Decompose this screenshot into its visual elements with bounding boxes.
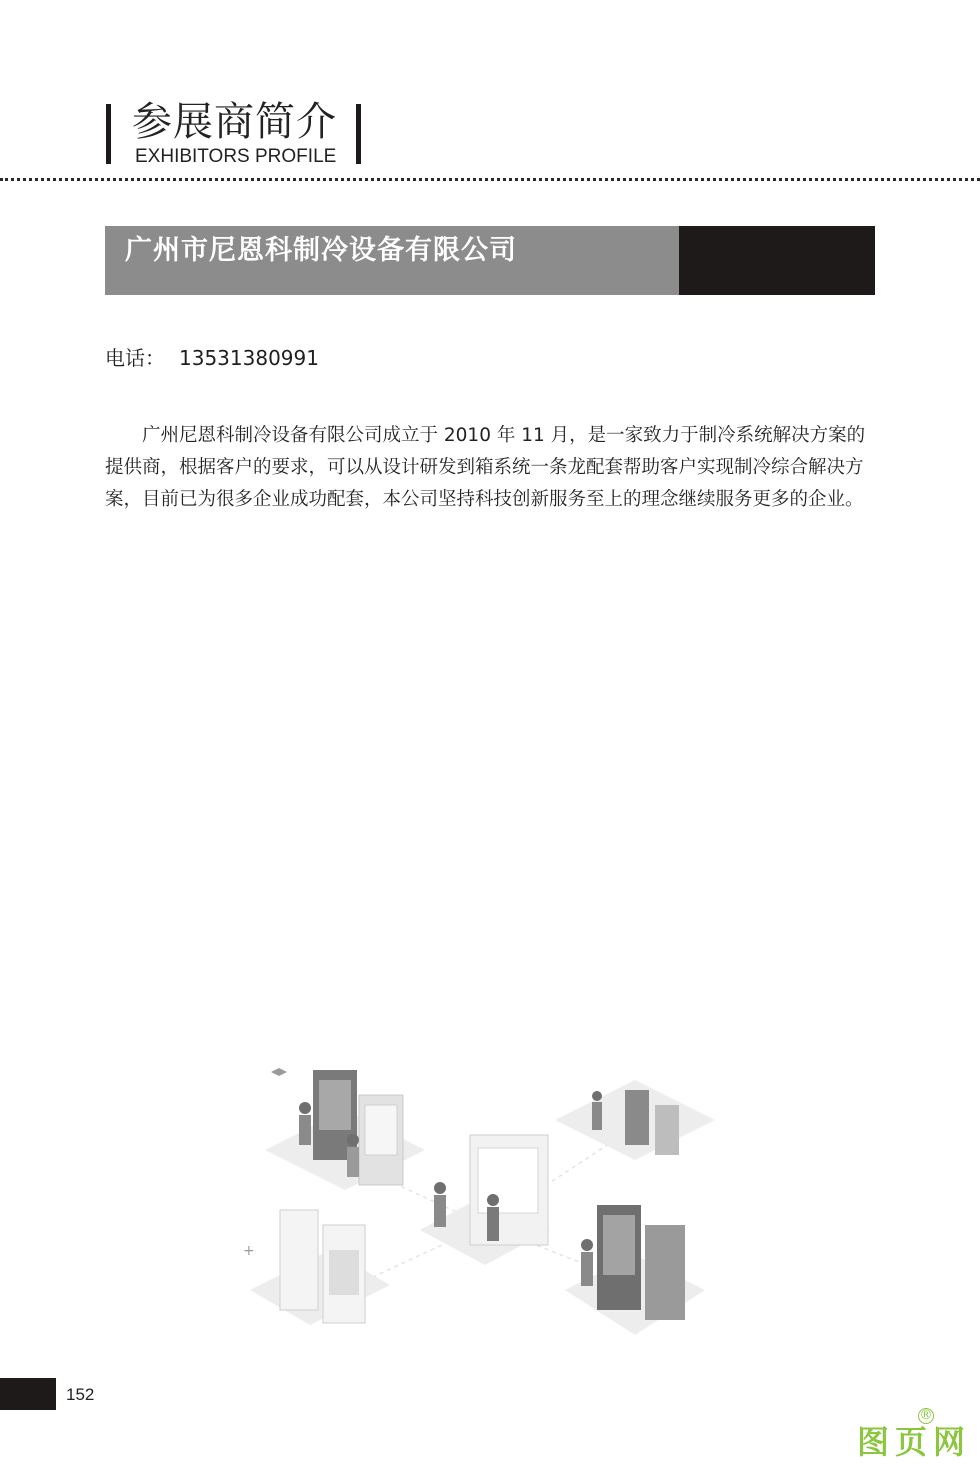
phone-number: 13531380991	[179, 346, 319, 370]
title-bar-left	[106, 104, 111, 164]
phone-label: 电话：	[105, 346, 165, 370]
dotted-divider	[0, 178, 980, 181]
company-name: 广州市尼恩科制冷设备有限公司	[125, 235, 517, 266]
page-number: 152	[66, 1385, 95, 1404]
company-description: 广州尼恩科制冷设备有限公司成立于 2010 年 11 月，是一家致力于制冷系统解决方案的提供商，根据客户的要求，可以从设计研发到箱系统一条龙配套帮助客户实现制冷综合解决方案，目前已为很多企业成功配套，本公司坚持科技创新服务至上的理念继续服务更多的企业。	[105, 425, 866, 510]
title-bar-right	[356, 104, 361, 164]
company-banner	[105, 226, 875, 295]
watermark-registered-mark: ®	[919, 1408, 933, 1423]
section-title-cn: 参展商简介	[132, 99, 337, 145]
vending-machines-illustration	[235, 1050, 735, 1360]
phone-line	[105, 344, 319, 372]
page-number-block	[0, 1378, 56, 1410]
svg-text:+: +	[243, 1243, 255, 1259]
section-title-en: EXHIBITORS PROFILE	[135, 146, 337, 167]
watermark-logo: 图页网	[857, 1423, 972, 1461]
banner-dark-block	[679, 226, 875, 295]
